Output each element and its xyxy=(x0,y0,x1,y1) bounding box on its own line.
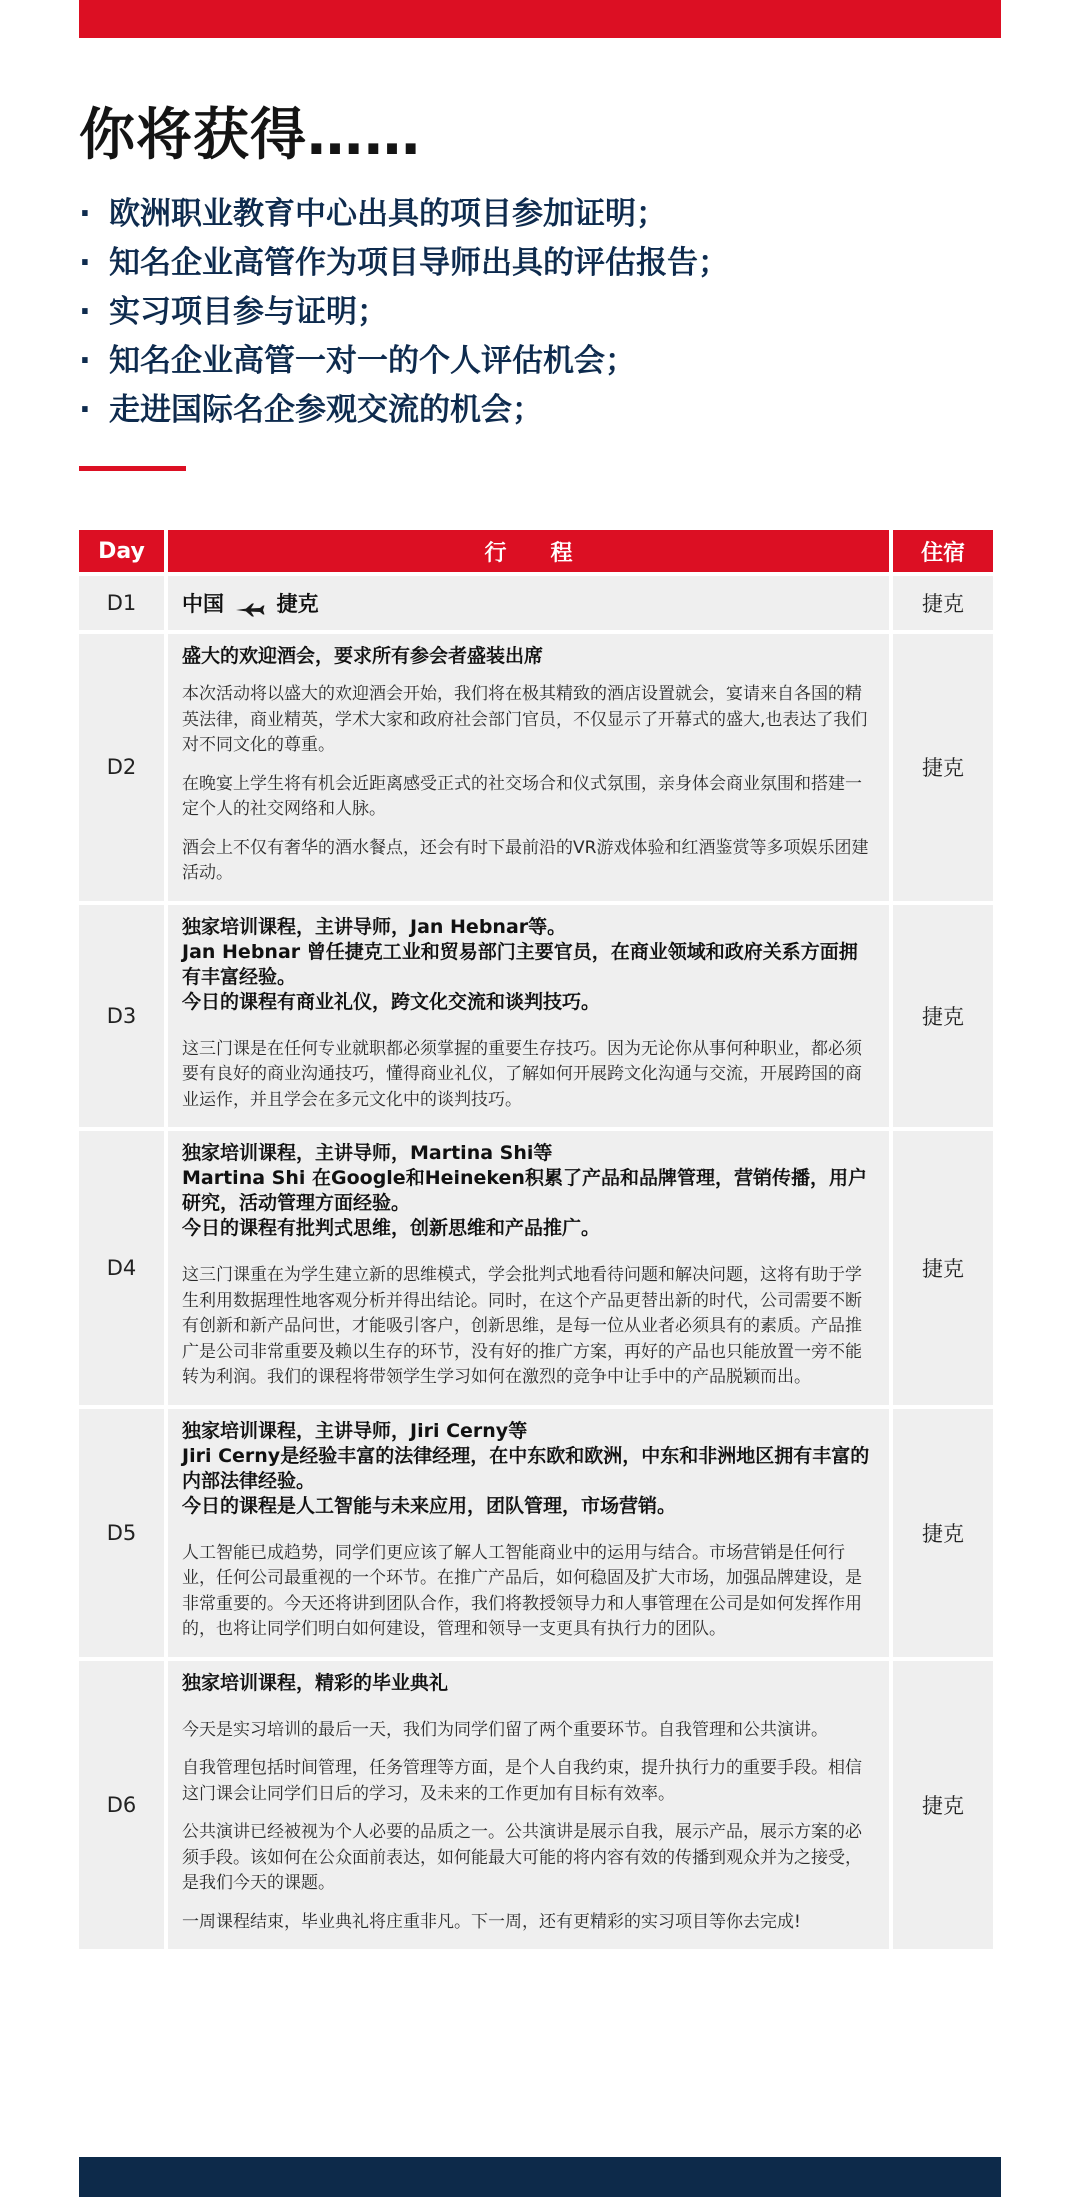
schedule-heading: 独家培训课程，主讲导师，Jan Hebnar等。 xyxy=(182,915,567,938)
day-cell: D1 xyxy=(79,576,164,630)
schedule-heading: Jiri Cerny是经验丰富的法律经理，在中东欧和欧洲，中东和非洲地区拥有丰富的内部法律经验。 xyxy=(182,1444,870,1492)
schedule-paragraph: 自我管理包括时间管理，任务管理等方面，是个人自我约束，提升执行力的重要手段。相信这门课会让同学们日后的学习，及未来的工作更加有目标有效率。 xyxy=(182,1758,862,1804)
benefit-text: 走进国际名企参观交流的机会； xyxy=(109,392,543,428)
schedule-cell xyxy=(168,1409,889,1657)
day-cell: D2 xyxy=(79,634,164,901)
schedule-paragraph: 一周课程结束，毕业典礼将庄重非凡。下一周，还有更精彩的实习项目等你去完成! xyxy=(182,1911,801,1932)
stay-cell: 捷克 xyxy=(893,1131,993,1405)
benefit-item xyxy=(79,288,729,337)
stay-cell: 捷克 xyxy=(893,905,993,1128)
bullet-marker: · xyxy=(79,392,91,428)
table-row xyxy=(79,905,993,1128)
table-row xyxy=(79,1661,993,1950)
benefit-text: 欧洲职业教育中心出具的项目参加证明； xyxy=(109,196,667,232)
schedule-heading: 独家培训课程，精彩的毕业典礼 xyxy=(182,1671,449,1694)
header-day: Day xyxy=(79,530,164,572)
benefit-item xyxy=(79,190,729,239)
schedule-cell xyxy=(168,634,889,901)
section-divider xyxy=(79,466,186,471)
page-title: 你将获得…… xyxy=(79,103,421,168)
benefits-list xyxy=(79,190,729,435)
schedule-heading: Martina Shi 在Google和Heineken积累了产品和品牌管理，营销传播，用户研究，活动管理方面经验。 xyxy=(182,1167,867,1214)
benefit-item xyxy=(79,337,729,386)
header-stay: 住宿 xyxy=(893,530,993,572)
schedule-cell xyxy=(168,905,889,1128)
bullet-marker: · xyxy=(79,196,91,232)
schedule-paragraph: 人工智能已成趋势，同学们更应该了解人工智能商业中的运用与结合。市场营销是任何行业，任何公司最重视的一个环节。在推广产品后，如何稳固及扩大市场，加强品牌建设，是非常重要的。今天还将讲到团队合作，我们将教授领导力和人事管理在公司是如何发挥作用的，也将让同学们明白如何建设，管理和领导一支更具有执行力的团队。 xyxy=(182,1542,862,1639)
schedule-paragraph: 这三门课重在为学生建立新的思维模式，学会批判式地看待问题和解决问题，这将有助于学生利用数据理性地客观分析并得出结论。同时，在这个产品更替出新的时代，公司需要不断有创新和新产品问世，才能吸引客户，创新思维，是每一位从业者必须具有的素质。产品推广是公司非常重要及赖以生存的环节，没有好的推广方案，再好的产品也只能放置一旁不能转为利润。我们的课程将带领学生学习如何在激烈的竞争中让手中的产品脱颖而出。 xyxy=(182,1265,862,1387)
stay-cell: 捷克 xyxy=(893,634,993,901)
top-red-bar xyxy=(79,0,1001,38)
schedule-heading: 独家培训课程，主讲导师，Jiri Cerny等 xyxy=(182,1419,528,1442)
schedule-paragraph: 酒会上不仅有奢华的酒水餐点，还会有时下最前沿的VR游戏体验和红酒鉴赏等多项娱乐团建活动。 xyxy=(182,837,869,883)
day-cell: D6 xyxy=(79,1661,164,1950)
table-row xyxy=(79,576,993,630)
day-cell: D5 xyxy=(79,1409,164,1657)
schedule-heading: 盛大的欢迎酒会，要求所有参会者盛装出席 xyxy=(182,645,544,667)
benefit-text: 实习项目参与证明； xyxy=(109,294,388,330)
schedule-paragraph: 这三门课是在任何专业就职都必须掌握的重要生存技巧。因为无论你从事何种职业，都必须要有良好的商业沟通技巧，懂得商业礼仪，了解如何开展跨文化沟通与交流，开展跨国的商业运作，并且学会在多元文化中的谈判技巧。 xyxy=(182,1038,862,1110)
header-schedule: 行 程 xyxy=(168,530,889,572)
route-from: 中国 xyxy=(182,592,224,616)
itinerary-table xyxy=(75,526,997,1953)
schedule-paragraph: 在晚宴上学生将有机会近距离感受正式的社交场合和仪式氛围，亲身体会商业氛围和搭建一定个人的社交网络和人脉。 xyxy=(182,773,862,819)
bullet-marker: · xyxy=(79,245,91,281)
bullet-marker: · xyxy=(79,294,91,330)
schedule-cell xyxy=(168,576,889,630)
schedule-cell xyxy=(168,1661,889,1950)
schedule-paragraph: 公共演讲已经被视为个人必要的品质之一。公共演讲是展示自我，展示产品，展示方案的必须手段。该如何在公众面前表达，如何能最大可能的将内容有效的传播到观众并为之接受，是我们今天的课题。 xyxy=(182,1822,862,1893)
airplane-icon xyxy=(235,598,265,612)
schedule-heading: 今日的课程有商业礼仪，跨文化交流和谈判技巧。 xyxy=(182,990,601,1013)
stay-cell: 捷克 xyxy=(893,1409,993,1657)
benefit-text: 知名企业高管一对一的个人评估机会； xyxy=(109,343,636,379)
schedule-paragraph: 本次活动将以盛大的欢迎酒会开始，我们将在极其精致的酒店设置就会，宴请来自各国的精英法律，商业精英，学术大家和政府社会部门官员，不仅显示了开幕式的盛大,也表达了我们对不同文化的尊重。 xyxy=(182,684,868,755)
stay-cell: 捷克 xyxy=(893,1661,993,1950)
day-cell: D3 xyxy=(79,905,164,1128)
schedule-heading: 独家培训课程，主讲导师，Martina Shi等 xyxy=(182,1142,553,1164)
schedule-heading: Jan Hebnar 曾任捷克工业和贸易部门主要官员，在商业领域和政府关系方面拥有丰富经验。 xyxy=(182,940,858,988)
day-cell: D4 xyxy=(79,1131,164,1405)
benefit-item xyxy=(79,239,729,288)
table-header-row xyxy=(79,530,993,572)
schedule-heading: 今日的课程是人工智能与未来应用，团队管理，市场营销。 xyxy=(182,1494,677,1517)
route-to: 捷克 xyxy=(276,592,319,616)
stay-cell: 捷克 xyxy=(893,576,993,630)
bottom-navy-bar xyxy=(79,2157,1001,2197)
benefit-item xyxy=(79,386,729,435)
table-row xyxy=(79,1409,993,1657)
benefit-text: 知名企业高管作为项目导师出具的评估报告； xyxy=(109,245,729,281)
schedule-paragraph: 今天是实习培训的最后一天，我们为同学们留了两个重要环节。自我管理和公共演讲。 xyxy=(182,1719,828,1740)
schedule-heading: 今日的课程有批判式思维，创新思维和产品推广。 xyxy=(182,1217,601,1239)
schedule-cell xyxy=(168,1131,889,1405)
bullet-marker: · xyxy=(79,343,91,379)
table-row xyxy=(79,1131,993,1405)
table-row xyxy=(79,634,993,901)
